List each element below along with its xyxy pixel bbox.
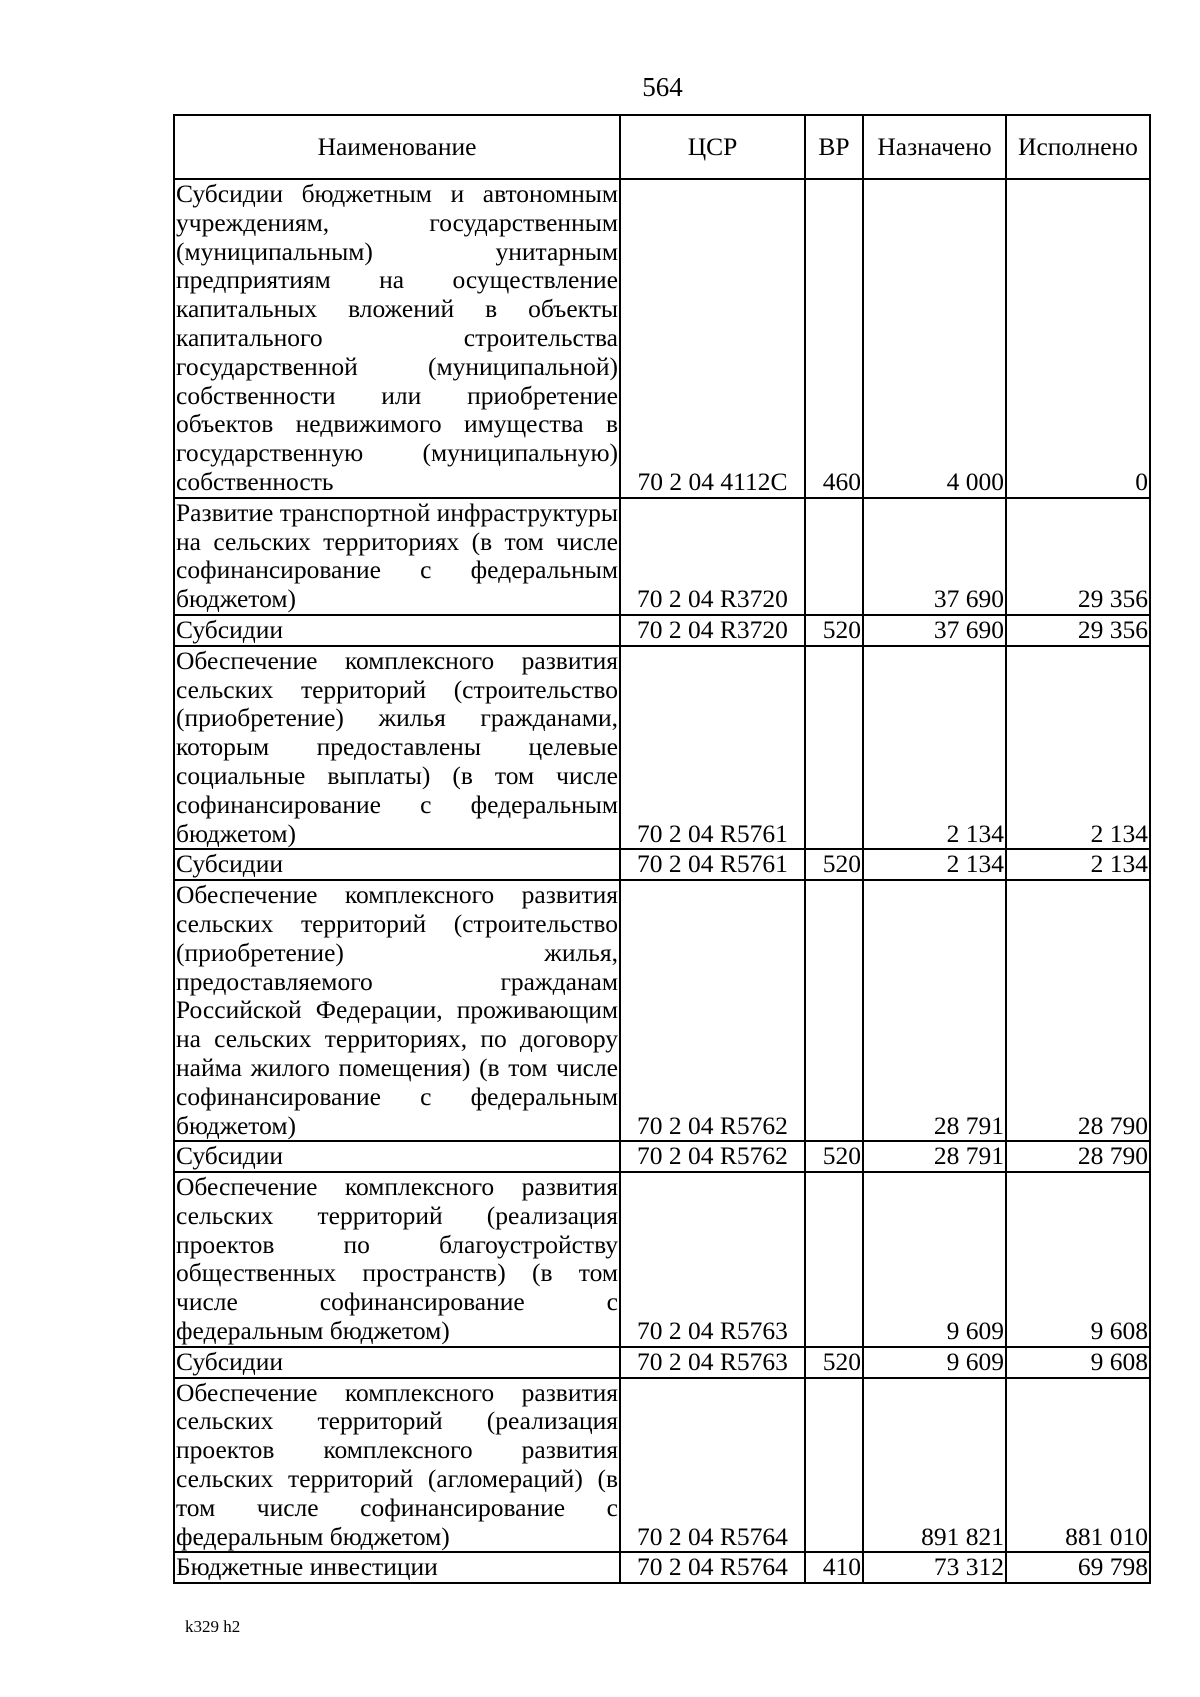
cell-name: Обеспечение комплексного развития сельских территорий (строительство (приобретение) жилья гражданами, которым предоставлены целевые социальные выплаты) (в том числе софинансирование с федеральным бюджетом) [176,645,618,848]
cell-executed: 9 608 [1006,1172,1150,1347]
table-row [174,1347,1150,1378]
cell-vr [805,880,863,1141]
cell-vr: 520 [805,1141,863,1172]
footer-code: k329 h2 [185,1617,241,1636]
cell-vr [805,646,863,850]
table-row [174,1172,1150,1347]
cell-executed: 29 356 [1006,615,1150,646]
cell-name: Развитие транспортной инфраструктуры на сельских территориях (в том числе софинансирование с федеральным бюджетом) [176,497,618,614]
cell-vr [805,1378,863,1553]
cell-vr: 520 [805,849,863,880]
header-name: Наименование [174,115,620,179]
cell-planned: 2 134 [863,646,1006,850]
cell-executed: 881 010 [1006,1378,1150,1553]
cell-name: Обеспечение комплексного развития сельских территорий (строительство (приобретение) жилья, предоставляемого гражданам Российской Федерации, проживающим на сельских территориях, по договору найма жилого помещения) (в том числе софинансирование с федеральным бюджетом) [176,880,618,1140]
cell-csr: 70 2 04 R5764 [620,1552,805,1583]
table-row [174,615,1150,646]
cell-name: Обеспечение комплексного развития сельских территорий (реализация проектов по благоустройству общественных пространств) (в том числе софинансирование с федеральным бюджетом) [176,1172,618,1346]
cell-executed: 9 608 [1006,1347,1150,1378]
cell-vr: 460 [805,179,863,498]
cell-csr: 70 2 04 R5761 [620,646,805,850]
cell-executed: 28 790 [1006,880,1150,1141]
cell-executed: 2 134 [1006,849,1150,880]
cell-planned: 37 690 [863,498,1006,615]
cell-csr: 70 2 04 R5763 [620,1347,805,1378]
cell-planned: 37 690 [863,615,1006,646]
table-row [174,880,1150,1141]
table-header-row [174,115,1150,179]
cell-vr: 520 [805,615,863,646]
header-executed: Исполнено [1006,115,1150,179]
header-vr: ВР [805,115,863,179]
cell-vr [805,1172,863,1347]
cell-csr: 70 2 04 R3720 [620,615,805,646]
cell-name: Субсидии [174,849,620,880]
cell-planned: 73 312 [863,1552,1006,1583]
table-row [174,1141,1150,1172]
cell-executed: 28 790 [1006,1141,1150,1172]
cell-csr: 70 2 04 R5763 [620,1172,805,1347]
cell-vr: 410 [805,1552,863,1583]
cell-planned: 9 609 [863,1172,1006,1347]
cell-executed: 29 356 [1006,498,1150,615]
table-row [174,849,1150,880]
table-row [174,646,1150,850]
cell-executed: 2 134 [1006,646,1150,850]
cell-csr: 70 2 04 R5762 [620,880,805,1141]
cell-name: Обеспечение комплексного развития сельских территорий (реализация проектов комплексного развития сельских территорий (агломераций) (в том числе софинансирование с федеральным бюджетом) [176,1377,618,1551]
cell-executed: 69 798 [1006,1552,1150,1583]
cell-planned: 28 791 [863,880,1006,1141]
cell-vr [805,498,863,615]
cell-name: Субсидии [174,1347,620,1378]
cell-name: Субсидии [174,1141,620,1172]
cell-planned: 9 609 [863,1347,1006,1378]
cell-csr: 70 2 04 R5764 [620,1378,805,1553]
cell-planned: 28 791 [863,1141,1006,1172]
cell-csr: 70 2 04 R3720 [620,498,805,615]
table-row [174,1378,1150,1553]
budget-table [173,114,1151,1584]
cell-name: Субсидии [174,615,620,646]
table-row [174,1552,1150,1583]
table-row [174,498,1150,615]
cell-csr: 70 2 04 R5762 [620,1141,805,1172]
cell-planned: 4 000 [863,179,1006,498]
cell-vr: 520 [805,1347,863,1378]
cell-planned: 2 134 [863,849,1006,880]
cell-csr: 70 2 04 R5761 [620,849,805,880]
page-number: 564 [642,72,683,102]
cell-csr: 70 2 04 4112С [620,179,805,498]
cell-name: Субсидии бюджетным и автономным учреждениям, государственным (муниципальным) унитарным предприятиям на осуществление капитальных вложений в объекты капитального строительства государственной (муниципальной) собственности или приобретение объектов недвижимого имущества в государственную (муниципальную) собственность [176,179,618,496]
header-csr: ЦСР [620,115,805,179]
header-planned: Назначено [863,115,1006,179]
cell-planned: 891 821 [863,1378,1006,1553]
cell-executed: 0 [1006,179,1150,498]
table-row [174,179,1150,498]
cell-name: Бюджетные инвестиции [174,1552,620,1583]
